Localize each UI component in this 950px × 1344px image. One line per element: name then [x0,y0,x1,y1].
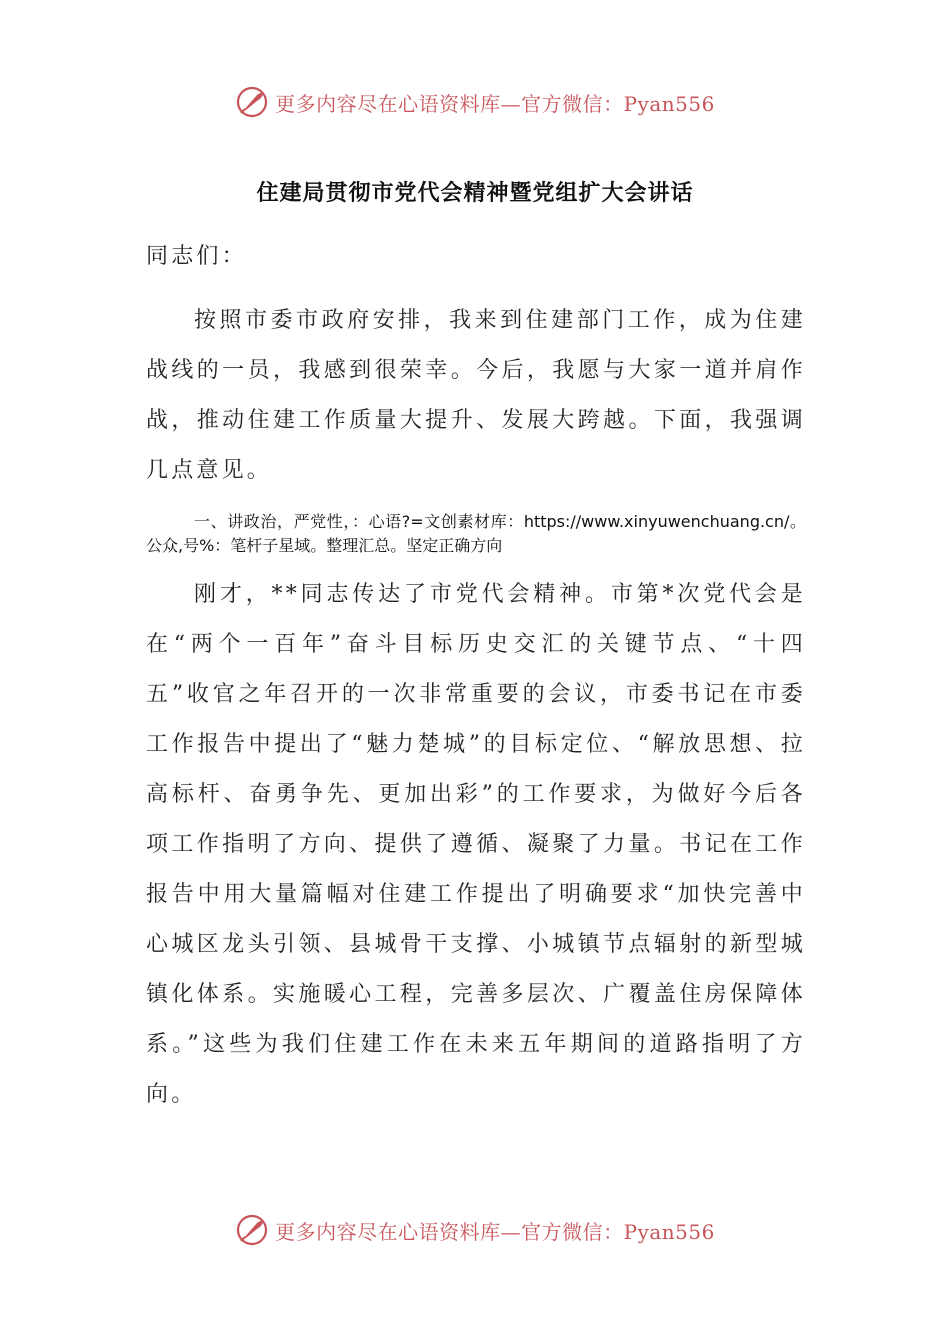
document-body [146,232,806,1120]
watermark-text: 更多内容尽在心语资料库—官方微信：Pyan556 [275,91,715,116]
greeting: 同志们： [146,244,247,269]
watermark-banner-top [0,82,950,122]
watermark-text: 更多内容尽在心语资料库—官方微信：Pyan556 [275,1219,715,1244]
quill-logo-icon [235,85,269,119]
quill-logo-icon [235,1213,269,1247]
document-title: 住建局贯彻市党代会精神暨党组扩大会讲话 [256,181,694,206]
section-heading: 一、讲政治，严党性，：心语?=文创素材库：https://www.xinyuwenchuang.cn/。公众,号%：笔杆子星域。整理汇总。坚定正确方向 [146,512,806,555]
body-paragraph: 刚才，**同志传达了市党代会精神。市第*次党代会是在“两个一百年”奋斗目标历史交汇的关键节点、“十四五”收官之年召开的一次非常重要的会议，市委书记在市委工作报告中提出了“魅力楚城”的目标定位、“解放思想、拉高标杆、奋勇争先、更加出彩”的工作要求，为做好今后各项工作指明了方向、提供了遵循、凝聚了力量。书记在工作报告中用大量篇幅对住建工作提出了明确要求“加快完善中心城区龙头引领、县城骨干支撑、小城镇节点辐射的新型城镇化体系。实施暖心工程，完善多层次、广覆盖住房保障体系。”这些为我们住建工作在未来五年期间的道路指明了方向。 [146,582,806,1107]
intro-paragraph: 按照市委市政府安排，我来到住建部门工作，成为住建战线的一员，我感到很荣幸。今后，我愿与大家一道并肩作战，推动住建工作质量大提升、发展大跨越。下面，我强调几点意见。 [146,308,806,483]
watermark-banner-bottom [0,1210,950,1250]
